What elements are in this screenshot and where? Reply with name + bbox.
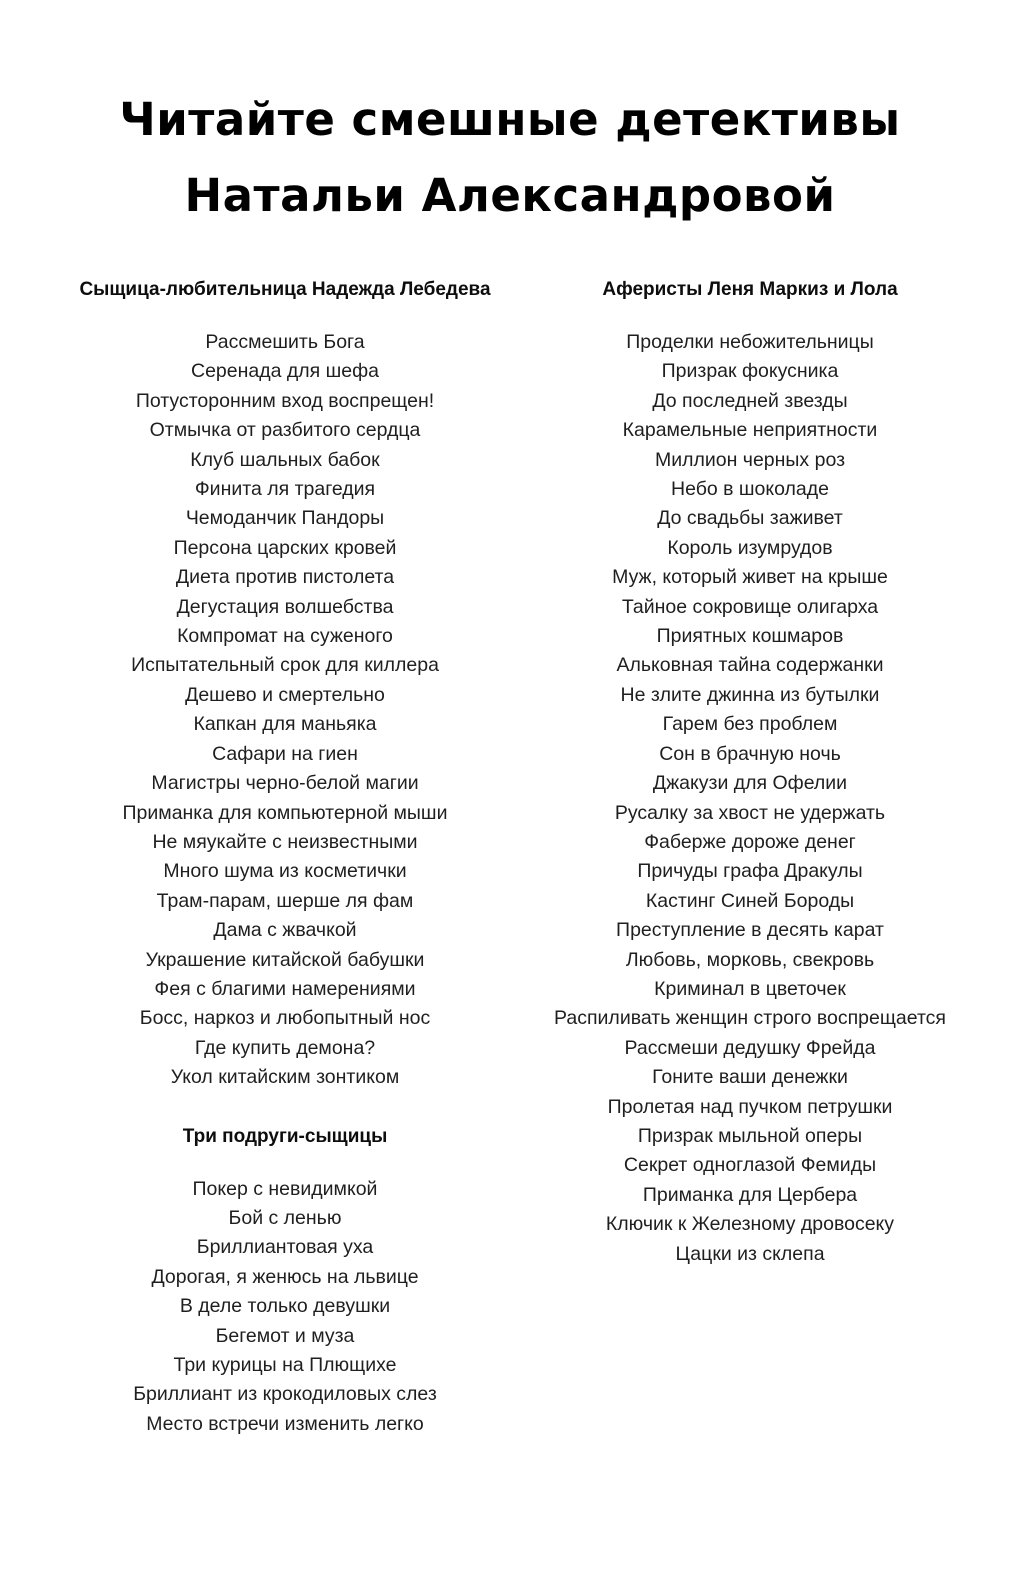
book-title: Украшение китайской бабушки (145, 948, 425, 971)
book-title: Приманка для компьютерной мыши (122, 801, 448, 824)
book-title: Кастинг Синей Бороды (645, 889, 855, 912)
book-title: Призрак мыльной оперы (637, 1124, 863, 1147)
book-title: Дегустация волшебства (176, 595, 394, 618)
book-title: Любовь, морковь, свекровь (625, 948, 875, 971)
book-list (55, 1175, 515, 1440)
book-title: До свадьбы заживет (657, 507, 843, 530)
book-list (520, 328, 980, 1269)
series-columns (0, 278, 1020, 1467)
book-title: Не злите джинна из бутылки (620, 683, 880, 706)
series-section (55, 1125, 515, 1440)
book-title: Покер с невидимкой (192, 1177, 378, 1200)
page-title-line-2: Натальи Александровой (184, 169, 836, 222)
book-title: Бой с ленью (228, 1206, 342, 1229)
book-title: Приятных кошмаров (656, 625, 844, 648)
book-title: До последней звезды (652, 389, 848, 412)
book-title: Дама с жвачкой (213, 919, 357, 942)
book-title: Не мяукайте с неизвестными (152, 830, 418, 853)
book-title: Компромат на суженого (177, 625, 393, 648)
book-title: Испытательный срок для киллера (131, 654, 439, 677)
book-title: Сафари на гиен (212, 742, 358, 765)
series-section (520, 278, 980, 1269)
book-title: Много шума из косметички (163, 860, 407, 883)
book-title: Гарем без проблем (662, 713, 838, 736)
book-title: Преступление в десять карат (616, 919, 884, 942)
series-section (55, 278, 515, 1093)
book-title: Цацки из склепа (675, 1242, 825, 1265)
book-title: В деле только девушки (179, 1295, 391, 1318)
book-title: Укол китайским зонтиком (170, 1066, 400, 1089)
book-title: Рассмеши дедушку Фрейда (624, 1036, 876, 1059)
book-title: Русалку за хвост не удержать (614, 801, 886, 824)
book-title: Чемоданчик Пандоры (185, 507, 385, 530)
book-title: Гоните ваши денежки (652, 1066, 848, 1089)
book-title: Бриллиантовая уха (196, 1236, 374, 1259)
series-column-left (55, 278, 515, 1467)
book-title: Бегемот и муза (215, 1324, 355, 1347)
book-title: Проделки небожительницы (626, 331, 874, 353)
book-title: Фея с благими намерениями (154, 977, 416, 1000)
book-title: Дорогая, я женюсь на львице (151, 1265, 419, 1288)
book-list (55, 328, 515, 1093)
book-title: Где купить демона? (194, 1036, 376, 1059)
book-title: Потусторонним вход воспрещен! (135, 389, 435, 412)
book-title: Магистры черно-белой магии (151, 772, 419, 795)
book-title: Миллион черных роз (654, 448, 846, 471)
book-title: Отмычка от разбитого сердца (149, 419, 421, 442)
section-header: Три подруги-сыщицы (182, 1125, 388, 1147)
book-title: Три курицы на Плющихе (173, 1354, 397, 1376)
page-title-line-1: Читайте смешные детективы (119, 93, 901, 146)
book-title: Персона царских кровей (173, 536, 397, 559)
book-title: Место встречи изменить легко (146, 1412, 424, 1435)
book-title: Клуб шальных бабок (190, 448, 380, 471)
book-title: Карамельные неприятности (622, 419, 878, 442)
book-title: Финита ля трагедия (194, 478, 376, 501)
book-title: Распиливать женщин строго воспрещается (554, 1007, 946, 1030)
book-title: Дешево и смертельно (185, 683, 385, 706)
book-title: Криминал в цветочек (654, 977, 846, 1000)
book-title: Причуды графа Дракулы (637, 860, 863, 883)
book-title: Босс, наркоз и любопытный нос (139, 1007, 431, 1030)
book-title: Рассмешить Бога (205, 331, 365, 353)
book-title: Приманка для Цербера (642, 1183, 858, 1206)
book-title: Призрак фокусника (661, 360, 839, 383)
book-title: Муж, который живет на крыше (612, 566, 888, 589)
book-title: Диета против пистолета (175, 566, 395, 589)
book-title: Фаберже дороже денег (644, 830, 856, 853)
section-header: Сыщица-любительница Надежда Лебедева (79, 279, 491, 300)
book-title: Трам-парам, шерше ля фам (156, 889, 414, 912)
book-title: Король изумрудов (667, 536, 833, 559)
series-column-right (520, 278, 980, 1467)
section-header: Аферисты Леня Маркиз и Лола (602, 279, 898, 300)
book-title: Джакузи для Офелии (652, 772, 848, 795)
book-title: Серенада для шефа (191, 360, 379, 383)
book-title: Ключик к Железному дровосеку (605, 1213, 895, 1236)
book-title: Сон в брачную ночь (659, 742, 841, 765)
book-title: Капкан для маньяка (193, 713, 377, 736)
book-title: Тайное сокровище олигарха (621, 595, 879, 618)
page-title (0, 82, 1020, 234)
book-title: Небо в шоколаде (670, 478, 830, 501)
book-title: Бриллиант из крокодиловых слез (133, 1383, 437, 1406)
book-title: Пролетая над пучком петрушки (607, 1095, 893, 1118)
book-title: Альковная тайна содержанки (616, 654, 884, 677)
book-title: Секрет одноглазой Фемиды (623, 1154, 877, 1177)
